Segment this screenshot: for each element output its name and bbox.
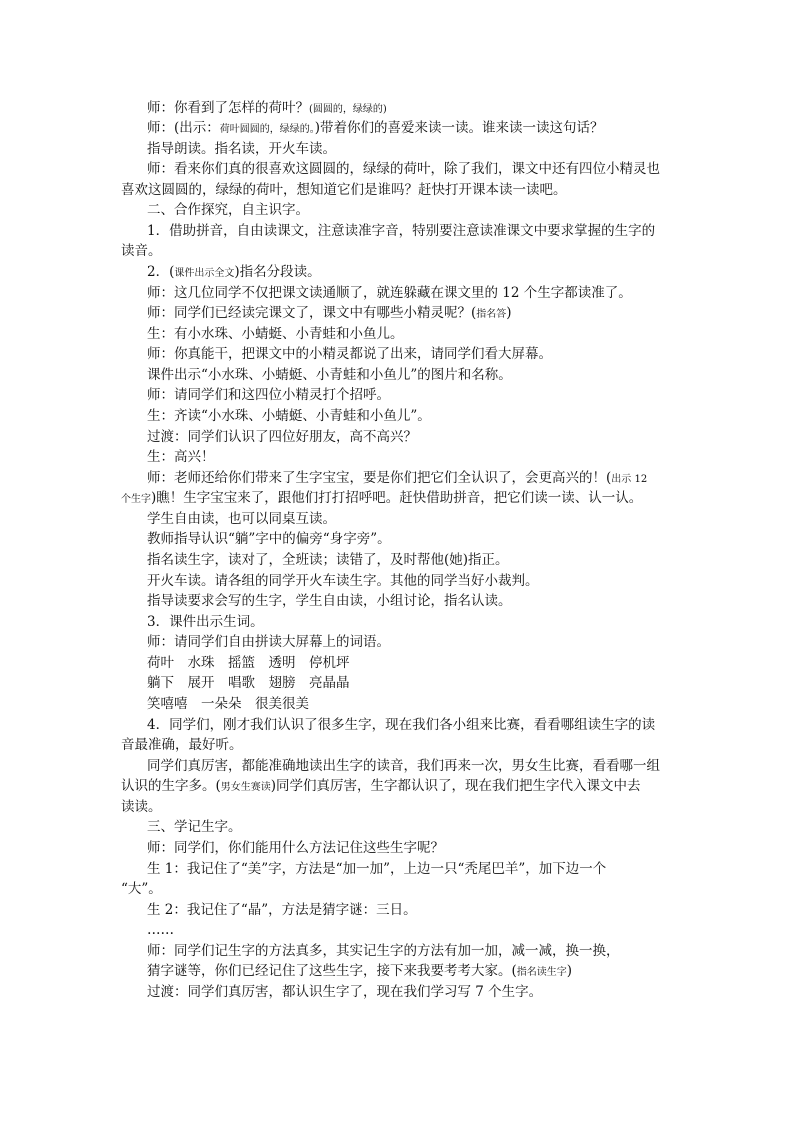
- text-line: 喜欢这圆圆的，绿绿的荷叶，想知道它们是谁吗？赶快打开课本读一读吧。: [121, 182, 567, 198]
- text-line: 2．(课件出示全文)指名分段读。: [147, 264, 321, 280]
- text-line: 师：请同学们和这四位小精灵打个招呼。: [147, 387, 390, 403]
- text-line: “大”。: [121, 881, 162, 897]
- text-line: 师：请同学们自由拼读大屏幕上的词语。: [147, 634, 390, 650]
- text-line: 猜字谜等，你们已经记住了这些生字，接下来我要考考大家。(指名读生字): [147, 963, 573, 979]
- text-line: 过渡：同学们真厉害，都认识生字了，现在我们学习写 7 个生字。: [147, 984, 543, 1000]
- text-line: 师：同学们记生字的方法真多，其实记生字的方法有加一加，减一减，换一换，: [147, 943, 620, 959]
- text-line: 指导朗读。指名读，开火车读。: [147, 141, 336, 157]
- text-line: 读读。: [121, 799, 162, 815]
- word-row: 躺下 展开 唱歌 翅膀 亮晶晶: [147, 675, 350, 691]
- text-line: 课件出示“小水珠、小蜻蜓、小青蛙和小鱼儿”的图片和名称。: [147, 367, 512, 383]
- text-line: 过渡：同学们认识了四位好朋友，高不高兴？: [147, 429, 417, 445]
- text-line: 认识的生字多。(男女生赛读)同学们真厉害，生字都认识了，现在我们把生字代入课文中去: [121, 778, 641, 794]
- section-heading: 三、学记生字。: [147, 819, 242, 835]
- text-line: 指名读生字，读对了，全班读；读错了，及时帮他(她)指正。: [147, 552, 509, 568]
- text-line: 师：同学们，你们能用什么方法记住这些生字呢？: [147, 840, 444, 856]
- text-line: 读音。: [121, 243, 162, 259]
- text-line: 生：有小水珠、小蜻蜓、小青蛙和小鱼儿。: [147, 326, 404, 342]
- text-line: 1．借助拼音，自由读课文，注意读准字音，特别要注意读准课文中要求掌握的生字的: [147, 223, 656, 239]
- text-line: 个生字)瞧！生字宝宝来了，跟他们打打招呼吧。赶快借助拼音，把它们读一读、认一认。: [121, 490, 643, 506]
- text-line: 师：这几位同学不仅把课文读通顺了，就连躲藏在课文里的 12 个生字都读准了。: [147, 285, 632, 301]
- text-line: 师：(出示：荷叶圆圆的，绿绿的。)带着你们的喜爱来读一读。谁来读一读这句话？: [147, 120, 604, 136]
- text-line: 教师指导认识“躺”字中的偏旁“身字旁”。: [147, 531, 391, 547]
- text-line: 师：同学们已经读完课文了，课文中有哪些小精灵呢？(指名答): [147, 305, 512, 321]
- word-row: 荷叶 水珠 摇篮 透明 停机坪: [147, 655, 350, 671]
- section-heading: 二、合作探究，自主识字。: [147, 202, 309, 218]
- word-row: 笑嘻嘻 一朵朵 很美很美: [147, 696, 309, 712]
- text-line: 师：老师还给你们带来了生字宝宝，要是你们把它们全认识了，会更高兴的！(出示 12: [147, 470, 648, 486]
- text-line: 指导读要求会写的生字，学生自由读，小组讨论，指名认读。: [147, 593, 512, 609]
- text-line: 生 1：我记住了“美”字，方法是“加一加”，上边一只“秃尾巴羊”，加下边一个: [147, 861, 607, 877]
- text-line: 3．课件出示生词。: [147, 614, 264, 630]
- text-line: 生：齐读“小水珠、小蜻蜓、小青蛙和小鱼儿”。: [147, 408, 431, 424]
- text-line: ……: [147, 922, 174, 938]
- text-line: 同学们真厉害，都能准确地读出生字的读音，我们再来一次，男女生比赛，看看哪一组: [147, 758, 660, 774]
- text-line: 师：你看到了怎样的荷叶？(圆圆的，绿绿的): [147, 100, 387, 116]
- text-line: 开火车读。请各组的同学开火车读生字。其他的同学当好小裁判。: [147, 573, 539, 589]
- text-line: 师：你真能干，把课文中的小精灵都说了出来，请同学们看大屏幕。: [147, 346, 552, 362]
- text-line: 生：高兴！: [147, 449, 215, 465]
- text-line: 音最准确，最好听。: [121, 737, 243, 753]
- text-line: 生 2：我记住了“晶”，方法是猜字谜：三日。: [147, 902, 417, 918]
- text-line: 学生自由读，也可以同桌互读。: [147, 511, 336, 527]
- text-line: 师：看来你们真的很喜欢这圆圆的，绿绿的荷叶，除了我们，课文中还有四位小精灵也: [147, 161, 660, 177]
- text-line: 4．同学们，刚才我们认识了很多生字，现在我们各小组来比赛，看看哪组读生字的读: [147, 717, 656, 733]
